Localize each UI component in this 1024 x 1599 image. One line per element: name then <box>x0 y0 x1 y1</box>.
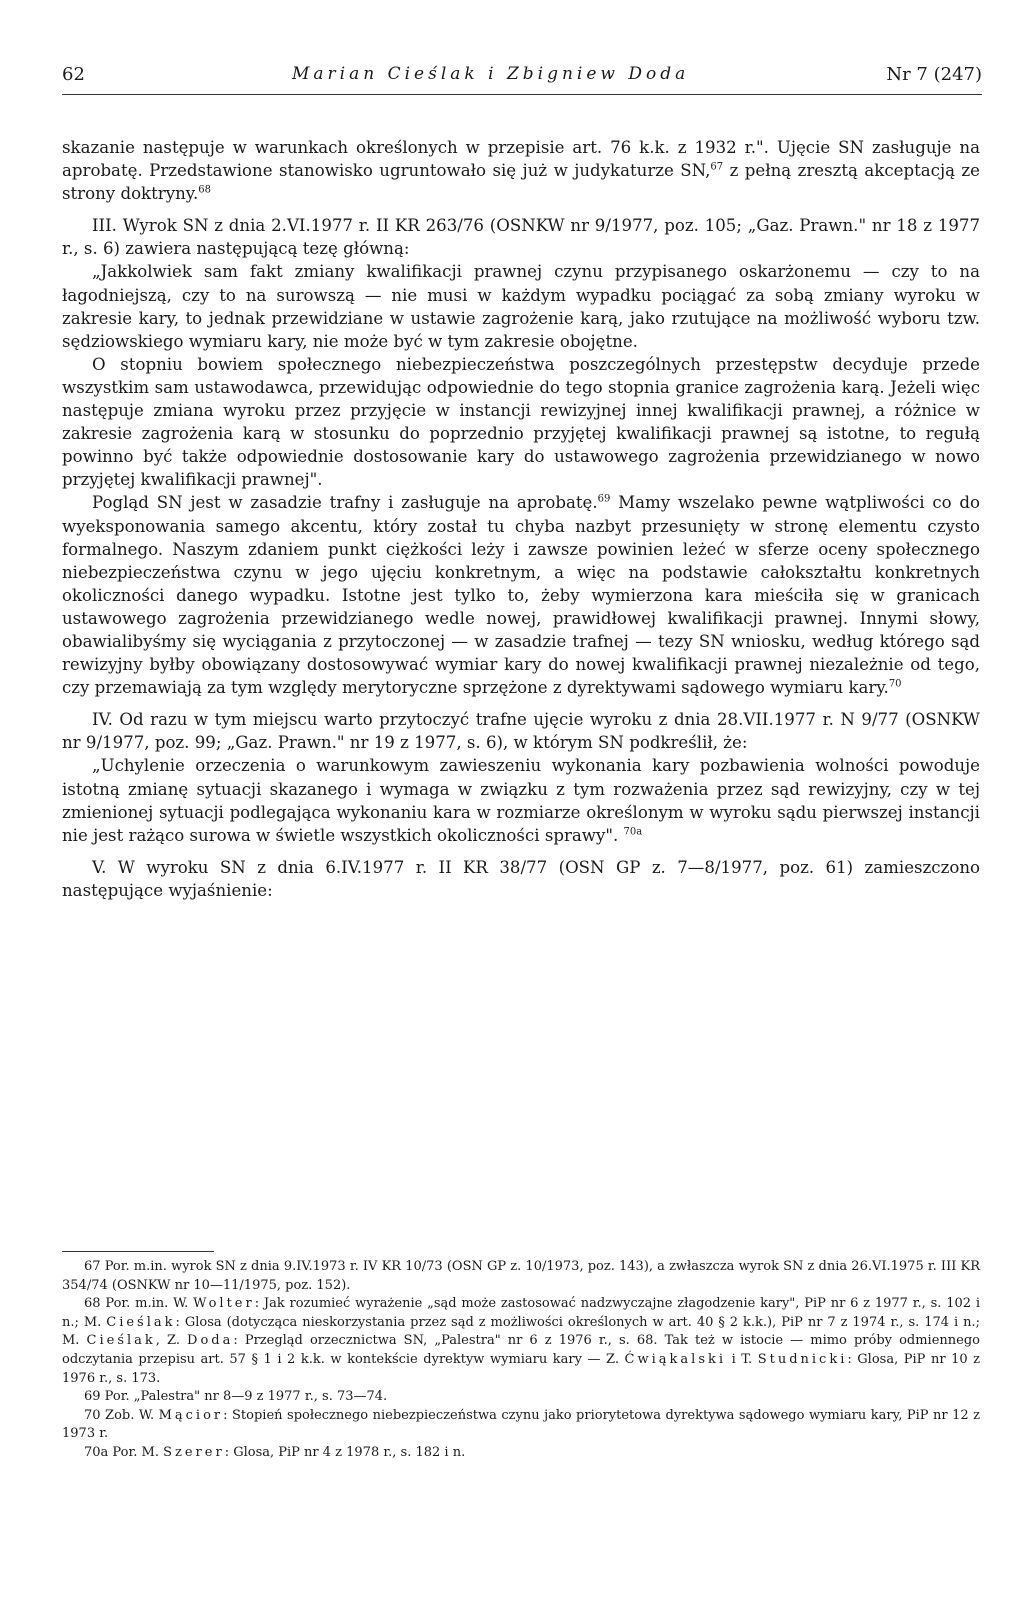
page-number: 62 <box>62 64 85 85</box>
text-run: „Uchylenie orzeczenia o warunkowym zawieszeniu wykonania kary pozbawienia wolności powoduje istotną zmianę sytuacji skazanego i wymaga w związku z tym rozważenia przez sąd rewizyjny, czy w tej zmienionej sytuacji podlegająca wykonaniu kara w rozmiarze określonym w wyroku sądu pierwszej instancji nie jest rażąco surowa w świetle wszystkich okoliczności sprawy". <box>62 756 980 845</box>
footnote-69: 69 Por. „Palestra" nr 8—9 z 1977 r., s. 73—74. <box>84 1389 388 1405</box>
footnote-ref-70: 70 <box>888 678 902 690</box>
author-name: Szerer <box>163 1444 225 1460</box>
running-header <box>62 64 982 95</box>
quoted-thesis-cont: O stopniu bowiem społecznego niebezpieczeństwa poszczególnych przestępstw decyduje przede wszystkim sam ustawodawca, przewidując odpowiednie do tego stopnia granice zagrożenia karą. Jeżeli więc następuje zmiana wyroku przez przyjęcie w instancji rewizyjnej innej kwalifikacji prawnej, a różnice w zakresie zagrożenia karą w stosunku do poprzednio przyjętej kwalifikacji prawnej są istotne, to regułą powinno być także odpowiednie dostosowanie kary do ustawowego zagrożenia przewidzianego w nowo przyjętej kwalifikacji prawnej". <box>62 354 980 490</box>
text-run: i T. <box>726 1351 758 1367</box>
author-name: Cieślak <box>86 1333 156 1349</box>
text-run: : Glosa (dotycząca nieskorzystania przez sąd z możliwości określonych w art. 40 § 2 k.k.), PiP nr 7 z 1974 r., s. 174 i n.; M. <box>62 1314 980 1349</box>
text-run: 70a Por. M. <box>84 1444 164 1460</box>
footnote-70 <box>62 1407 980 1444</box>
footnote-ref-68: 68 <box>198 184 211 196</box>
footnote-67: 67 Por. m.in. wyrok SN z dnia 9.IV.1973 r. IV KR 10/73 (OSN GP z. 10/1973, poz. 143), a zwłaszcza wyrok SN z dnia 26.VI.1975 r. III KR 354/74 (OSNKW nr 10—11/1975, poz. 152). <box>62 1259 980 1293</box>
text-run: , Z. <box>155 1333 188 1349</box>
text-run: : Stopień społecznego niebezpieczeństwa czynu jako priorytetowa dyrektywa sądowego wymiaru kary, PiP nr 12 z 1973 r. <box>62 1407 980 1442</box>
author-name: Mącior <box>158 1407 224 1423</box>
quoted-thesis: „Jakkolwiek sam fakt zmiany kwalifikacji prawnej czynu przypisanego oskarżonemu — czy to na łagodniejszą, czy to na surowszą — nie musi w każdym wypadku pociągać za sobą zmiany wyroku w zakresie kary, to jednak przewidziane w ustawie zagrożenie karą, jako rzutujące na możliwość wyboru tzw. sędziowskiego wymiaru kary, nie może być w tym zakresie obojętne. <box>62 262 980 351</box>
section-iv-paragraph: IV. Od razu w tym miejscu warto przytoczyć trafne ujęcie wyroku z dnia 28.VII.1977 r. N 9/77 (OSNKW nr 9/1977, poz. 99; „Gaz. Prawn." nr 19 z 1977, s. 6), w którym SN podkreślił, że: <box>62 710 980 753</box>
text-run: : Glosa, PiP nr 4 z 1978 r., s. 182 i n. <box>224 1444 466 1460</box>
footnote-ref-70a: 70a <box>623 826 643 838</box>
text-run: Pogląd SN jest w zasadzie trafny i zasługuje na aprobatę. <box>92 493 598 513</box>
author-name: Wolter <box>193 1296 255 1312</box>
footnote-ref-69: 69 <box>597 493 611 505</box>
commentary-paragraph <box>62 491 980 699</box>
text-run: Mamy wszelako pewne wątpliwości co do wyeksponowania samego akcentu, który został tu chyba nazbyt przesunięty w stronę elementu czysto formalnego. Naszym zdaniem punkt ciężkości leży i zawsze powinien leżeć w sferze oceny społecznego niebezpieczeństwa czynu w jego ujęciu konkretnym, a więc na podstawie całokształtu konkretnych okoliczności danego wypadku. Istotne jest tylko to, żeby wymierzona kara mieściła się w granicach ustawowego zagrożenia przewidzianego wedle nowej, prawidłowej kwalifikacji prawnej. Innymi słowy, obawialibyśmy się wyciągania z przytoczonej — w zasadzie trafnej — tezy SN wniosku, według którego sąd rewizyjny byłby obowiązany dostosowywać wymiar kary do nowej kwalifikacji prawnej niezależnie od tego, czy przemawiają za tym względy merytoryczne sprzężone z dyrektywami sądowego wymiaru kary. <box>62 493 981 698</box>
text-run: : Glosa, PiP nr 10 z 1976 r., s. 173. <box>62 1351 980 1386</box>
quoted-judgment <box>62 754 980 846</box>
section-v-paragraph: V. W wyroku SN z dnia 6.IV.1977 r. II KR 38/77 (OSN GP z. 7—8/1977, poz. 61) zamieszczono następujące wyjaśnienie: <box>62 857 980 900</box>
footnote-70a <box>62 1444 980 1463</box>
author-name: Studnicki <box>757 1351 848 1367</box>
author-name: Doda <box>187 1333 234 1349</box>
section-iii-heading: III. Wyrok SN z dnia 2.VI.1977 r. II KR 263/76 (OSNKW nr 9/1977, poz. 105; „Gaz. Prawn." nr 18 z 1977 r., s. 6) zawiera następującą tezę główną: <box>62 216 980 259</box>
text-run: : Jak rozumieć wyrażenie „sąd może zastosować nadzwyczajne złagodzenie kary", PiP nr 6 z 1977 r., s. 102 i n.; M. <box>62 1296 980 1330</box>
paragraph-continuation <box>62 136 980 205</box>
author-name: Cieślak <box>106 1314 176 1330</box>
footnote-68 <box>62 1295 980 1388</box>
main-text <box>62 136 980 902</box>
text-run: 68 Por. m.in. W. <box>84 1296 194 1312</box>
footnotes <box>62 1258 980 1463</box>
footnote-rule <box>62 1251 214 1252</box>
text-run: : Przegląd orzecznictwa SN, „Palestra" nr 6 z 1976 r., s. 68. Tak też w istocie — mimo próby odmiennego odczytania przepisu art. 57 § 1 i 2 k.k. w kontekście dyrektyw wymiaru kary — Z. <box>62 1333 980 1367</box>
footnote-ref-67: 67 <box>710 161 724 173</box>
text-run: z pełną zresztą akceptacją ze strony doktryny. <box>62 161 980 204</box>
issue-number: Nr 7 (247) <box>886 64 982 85</box>
text-run: skazanie następuje w warunkach określonych w przepisie art. 76 k.k. z 1932 r.". Ujęcie SN zasługuje na aprobatę. Przedstawione stanowisko ugruntowało się już w judykaturze SN, <box>62 138 980 181</box>
text-run: 70 Zob. W. <box>84 1407 159 1423</box>
author-name: Ćwiąkalski <box>624 1351 727 1367</box>
running-title: Marian Cieślak i Zbigniew Doda <box>292 64 690 84</box>
